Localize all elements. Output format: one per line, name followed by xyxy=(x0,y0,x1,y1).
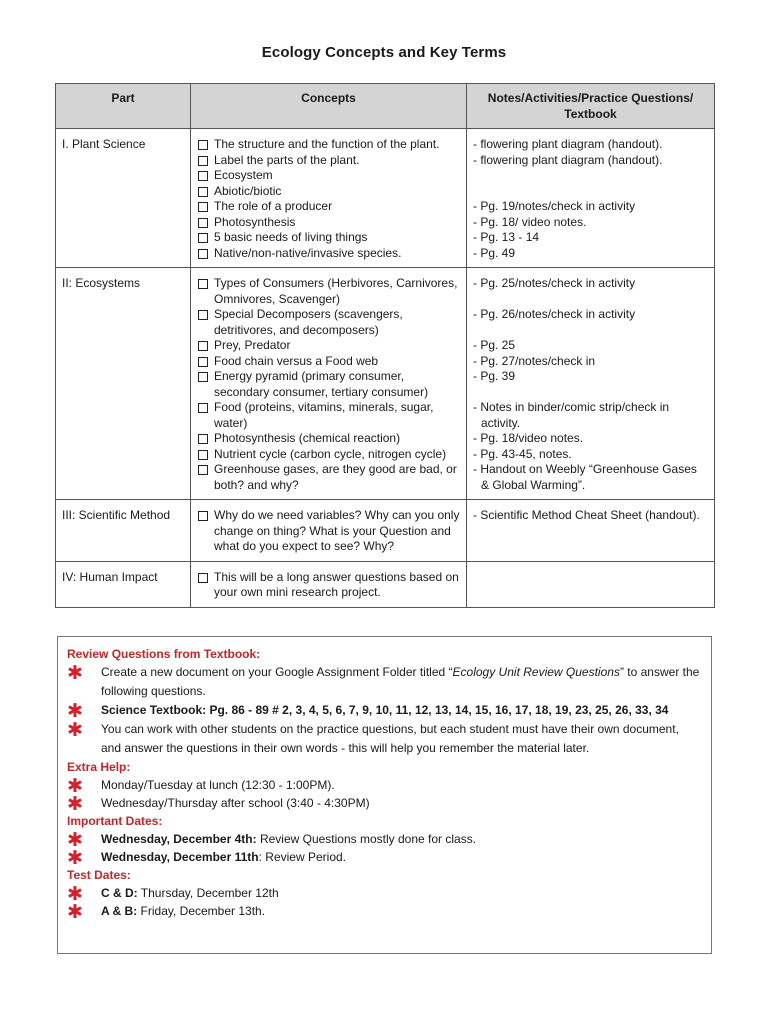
note-item: - Pg. 39 xyxy=(473,369,516,383)
list-item: ✱ You can work with other students on the practice questions, but each student must have their own document, and answer the questions in their own words - this will help you remember the material later. xyxy=(67,720,679,755)
note-item: - Pg. 26/notes/check in activity xyxy=(473,307,636,321)
note-item xyxy=(473,184,708,200)
asterisk-icon: ✱ xyxy=(67,902,83,923)
note-item xyxy=(473,385,708,401)
checkbox-icon[interactable] xyxy=(198,310,208,320)
section-heading-review: Review Questions from Textbook: xyxy=(67,647,261,661)
note-item xyxy=(473,292,708,308)
asterisk-icon: ✱ xyxy=(67,720,83,741)
list-item: ✱ Monday/Tuesday at lunch (12:30 - 1:00PM). xyxy=(67,776,335,797)
notes-cell xyxy=(467,268,715,500)
part-cell: I. Plant Science xyxy=(56,129,191,268)
concept-item: The role of a producer xyxy=(197,199,460,215)
checkbox-icon[interactable] xyxy=(198,372,208,382)
concept-item: Photosynthesis xyxy=(197,215,460,231)
checkbox-icon[interactable] xyxy=(198,434,208,444)
note-item: - flowering plant diagram (handout). xyxy=(473,152,663,167)
note-item xyxy=(473,168,708,184)
list-item: ✱ C & D: Thursday, December 12th xyxy=(67,884,279,905)
note-item: - Pg. 19/notes/check in activity xyxy=(473,199,636,213)
concept-item: Nutrient cycle (carbon cycle, nitrogen cycle) xyxy=(197,447,460,463)
asterisk-icon: ✱ xyxy=(67,776,83,797)
table-row xyxy=(56,561,715,607)
concept-item: Why do we need variables? Why can you only change on thing? What is your Question and what do you expect to see? Why? xyxy=(197,508,460,555)
checkbox-icon[interactable] xyxy=(198,403,208,413)
checkbox-icon[interactable] xyxy=(198,450,208,460)
concept-item: Ecosystem xyxy=(197,168,460,184)
checkbox-icon[interactable] xyxy=(198,171,208,181)
note-item: - Pg. 18/video notes. xyxy=(473,431,584,445)
note-item: - Pg. 25 xyxy=(473,338,516,352)
checkbox-icon[interactable] xyxy=(198,279,208,289)
concept-item: Food (proteins, vitamins, minerals, sugar, water) xyxy=(197,400,460,431)
concept-item: Native/non-native/invasive species. xyxy=(197,246,460,262)
note-item: - Scientific Method Cheat Sheet (handout). xyxy=(473,508,700,522)
asterisk-icon: ✱ xyxy=(67,663,83,684)
header-concepts: Concepts xyxy=(191,84,467,129)
concepts-cell xyxy=(191,500,467,562)
note-item: - Notes in binder/comic strip/check in activity. xyxy=(473,400,670,430)
notes-cell xyxy=(467,561,715,607)
section-heading-important-dates: Important Dates: xyxy=(67,814,163,828)
checkbox-icon[interactable] xyxy=(198,233,208,243)
part-cell: II: Ecosystems xyxy=(56,268,191,500)
list-item: ✱ Wednesday, December 11th: Review Period. xyxy=(67,848,346,869)
note-item: - Pg. 13 - 14 xyxy=(473,230,540,244)
part-cell: IV: Human Impact xyxy=(56,561,191,607)
checkbox-icon[interactable] xyxy=(198,249,208,259)
checkbox-icon[interactable] xyxy=(198,218,208,228)
section-heading-extra-help: Extra Help: xyxy=(67,760,131,774)
list-item: ✱ Wednesday, December 4th: Review Questions mostly done for class. xyxy=(67,830,477,851)
science-textbook-questions: Science Textbook: Pg. 86 - 89 # 2, 3, 4, 5, 6, 7, 9, 10, 11, 12, 13, 14, 15, 16, 17, 18, 19, 23, 25, 26, 33, 34 xyxy=(101,703,669,717)
checkbox-icon[interactable] xyxy=(198,465,208,475)
list-item: ✱ Create a new document on your Google Assignment Folder titled “Ecology Unit Review Questions” to answer the following questions. xyxy=(67,663,700,698)
asterisk-icon: ✱ xyxy=(67,848,83,869)
part-cell: III: Scientific Method xyxy=(56,500,191,562)
concept-item: Abiotic/biotic xyxy=(197,184,460,200)
header-part: Part xyxy=(56,84,191,129)
table-row xyxy=(56,500,715,562)
concept-item: Types of Consumers (Herbivores, Carnivores, Omnivores, Scavenger) xyxy=(197,276,460,307)
note-item: - Pg. 18/ video notes. xyxy=(473,214,587,229)
concepts-table xyxy=(55,83,715,608)
concept-item: Greenhouse gases, are they good are bad, or both? and why? xyxy=(197,462,460,493)
checkbox-icon[interactable] xyxy=(198,156,208,166)
concept-item: Special Decomposers (scavengers, detritivores, and decomposers) xyxy=(197,307,460,338)
list-item: ✱ Wednesday/Thursday after school (3:40 - 4:30PM) xyxy=(67,794,370,815)
checkbox-icon[interactable] xyxy=(198,511,208,521)
concepts-cell xyxy=(191,561,467,607)
concept-item: Energy pyramid (primary consumer, secondary consumer, tertiary consumer) xyxy=(197,369,460,400)
concept-item: 5 basic needs of living things xyxy=(197,230,460,246)
list-item xyxy=(67,701,702,720)
document-title: Ecology Unit Review Questions xyxy=(452,665,620,679)
checkbox-icon[interactable] xyxy=(198,140,208,150)
note-item: - Pg. 25/notes/check in activity xyxy=(473,276,636,290)
page-title: Ecology Concepts and Key Terms xyxy=(261,44,507,61)
concept-item: Photosynthesis (chemical reaction) xyxy=(197,431,460,447)
checkbox-icon[interactable] xyxy=(198,187,208,197)
asterisk-icon: ✱ xyxy=(67,794,83,815)
asterisk-icon: ✱ xyxy=(67,830,83,851)
note-item xyxy=(473,323,708,339)
table-row xyxy=(56,129,715,268)
note-item: - Pg. 43-45, notes. xyxy=(473,446,572,461)
concept-item: Food chain versus a Food web xyxy=(197,354,460,370)
note-item: - Handout on Weebly “Greenhouse Gases & Global Warming”. xyxy=(473,462,697,492)
checkbox-icon[interactable] xyxy=(198,202,208,212)
note-item: - Pg. 27/notes/check in xyxy=(473,353,596,368)
table-row xyxy=(56,268,715,500)
concepts-cell xyxy=(191,268,467,500)
asterisk-icon: ✱ xyxy=(67,884,83,905)
section-heading-test-dates: Test Dates: xyxy=(67,868,131,882)
concept-item: Prey, Predator xyxy=(197,338,460,354)
table-header-row xyxy=(56,84,715,129)
concept-item: This will be a long answer questions based on your own mini research project. xyxy=(197,570,460,601)
concept-item: Label the parts of the plant. xyxy=(197,153,460,169)
checkbox-icon[interactable] xyxy=(198,357,208,367)
review-box xyxy=(57,636,712,954)
header-notes: Notes/Activities/Practice Questions/ Textbook xyxy=(467,84,715,129)
note-item: - Pg. 49 xyxy=(473,245,516,260)
asterisk-icon: ✱ xyxy=(67,701,83,722)
concepts-cell xyxy=(191,129,467,268)
checkbox-icon[interactable] xyxy=(198,573,208,583)
checkbox-icon[interactable] xyxy=(198,341,208,351)
note-item: - flowering plant diagram (handout). xyxy=(473,137,663,151)
notes-cell xyxy=(467,500,715,562)
concept-item: The structure and the function of the plant. xyxy=(197,137,460,153)
notes-cell xyxy=(467,129,715,268)
list-item: ✱ A & B: Friday, December 13th. xyxy=(67,902,266,923)
